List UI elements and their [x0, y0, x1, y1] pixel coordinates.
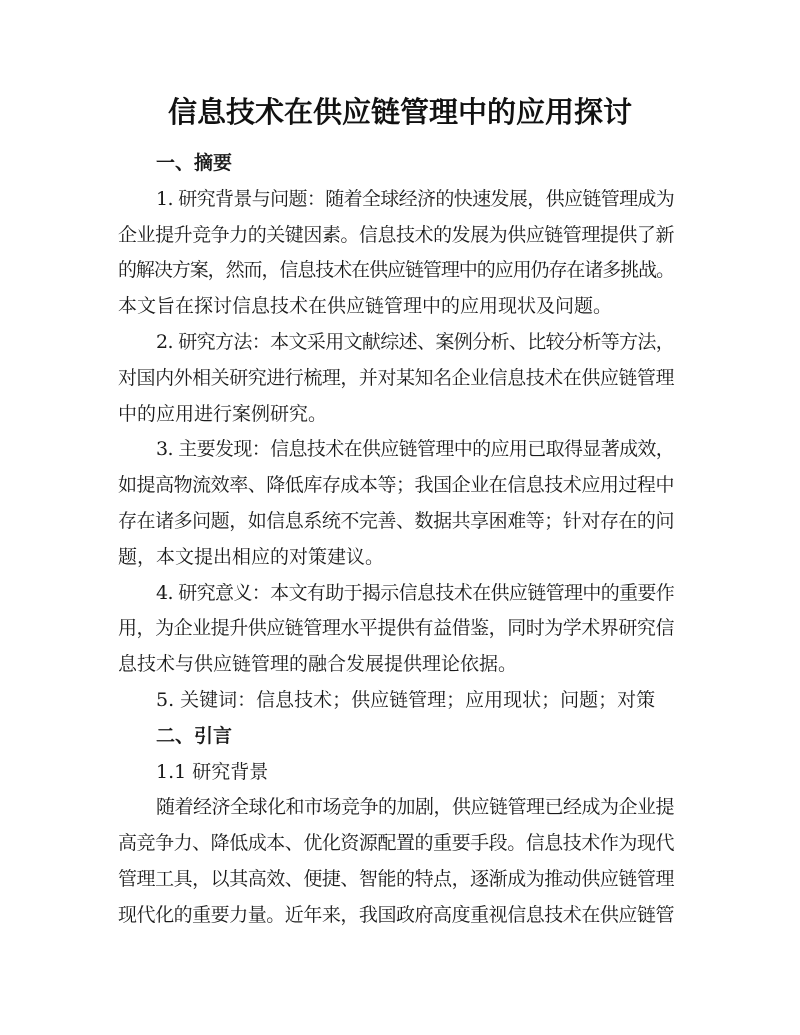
paragraph-line: 题，本文提出相应的对策建议。: [118, 545, 385, 568]
document-title: 信息技术在供应链管理中的应用探讨: [167, 95, 632, 129]
paragraph-line: 的解决方案，然而，信息技术在供应链管理中的应用仍存在诸多挑战。: [118, 259, 675, 282]
paragraph-line: 管理工具，以其高效、便捷、智能的特点，逐渐成为推动供应链管理: [118, 867, 675, 890]
paragraph-line: 4. 研究意义：本文有助于揭示信息技术在供应链管理中的重要作: [156, 581, 675, 604]
paragraph-line: 随着经济全球化和市场竞争的加剧，供应链管理已经成为企业提: [156, 796, 675, 819]
paragraph: [118, 683, 674, 719]
paragraph-line: 1. 研究背景与问题：随着全球经济的快速发展，供应链管理成为: [156, 187, 675, 210]
paragraph-line: 现代化的重要力量。近年来，我国政府高度重视信息技术在供应链管: [118, 903, 675, 926]
section-heading: [118, 146, 674, 182]
paragraph-line: 对国内外相关研究进行梳理，并对某知名企业信息技术在供应链管理: [118, 366, 675, 389]
section-heading: [118, 719, 674, 755]
paragraph-line: 5. 关键词：信息技术；供应链管理；应用现状；问题；对策: [156, 688, 656, 711]
heading-text: 一、摘要: [156, 152, 233, 174]
paragraph-line: 用，为企业提升供应链管理水平提供有益借鉴，同时为学术界研究信: [118, 617, 675, 640]
paragraph-line: 企业提升竞争力的关键因素。信息技术的发展为供应链管理提供了新: [118, 223, 675, 246]
heading-text: 二、引言: [156, 724, 233, 747]
paragraph-line: 本文旨在探讨信息技术在供应链管理中的应用现状及问题。: [118, 295, 613, 318]
paragraph-line: 3. 主要发现：信息技术在供应链管理中的应用已取得显著成效，: [156, 438, 675, 461]
paragraph: [118, 576, 674, 683]
paragraph-line: 中的应用进行案例研究。: [118, 402, 328, 425]
paragraph: [118, 432, 674, 575]
document-body: [118, 146, 674, 934]
paragraph-line: 息技术与供应链管理的融合发展提供理论依据。: [118, 653, 518, 676]
paragraph: [118, 325, 674, 432]
paragraph: [118, 755, 674, 791]
paragraph: [118, 182, 674, 325]
paragraph-line: 1.1 研究背景: [156, 760, 269, 783]
paragraph-line: 高竞争力、降低成本、优化资源配置的重要手段。信息技术作为现代: [118, 832, 675, 855]
paragraph-line: 存在诸多问题，如信息系统不完善、数据共享困难等；针对存在的问: [118, 509, 675, 532]
paragraph-line: 2. 研究方法：本文采用文献综述、案例分析、比较分析等方法，: [156, 330, 675, 353]
paragraph: [118, 790, 674, 933]
paragraph-line: 如提高物流效率、降低库存成本等；我国企业在信息技术应用过程中: [118, 474, 675, 497]
